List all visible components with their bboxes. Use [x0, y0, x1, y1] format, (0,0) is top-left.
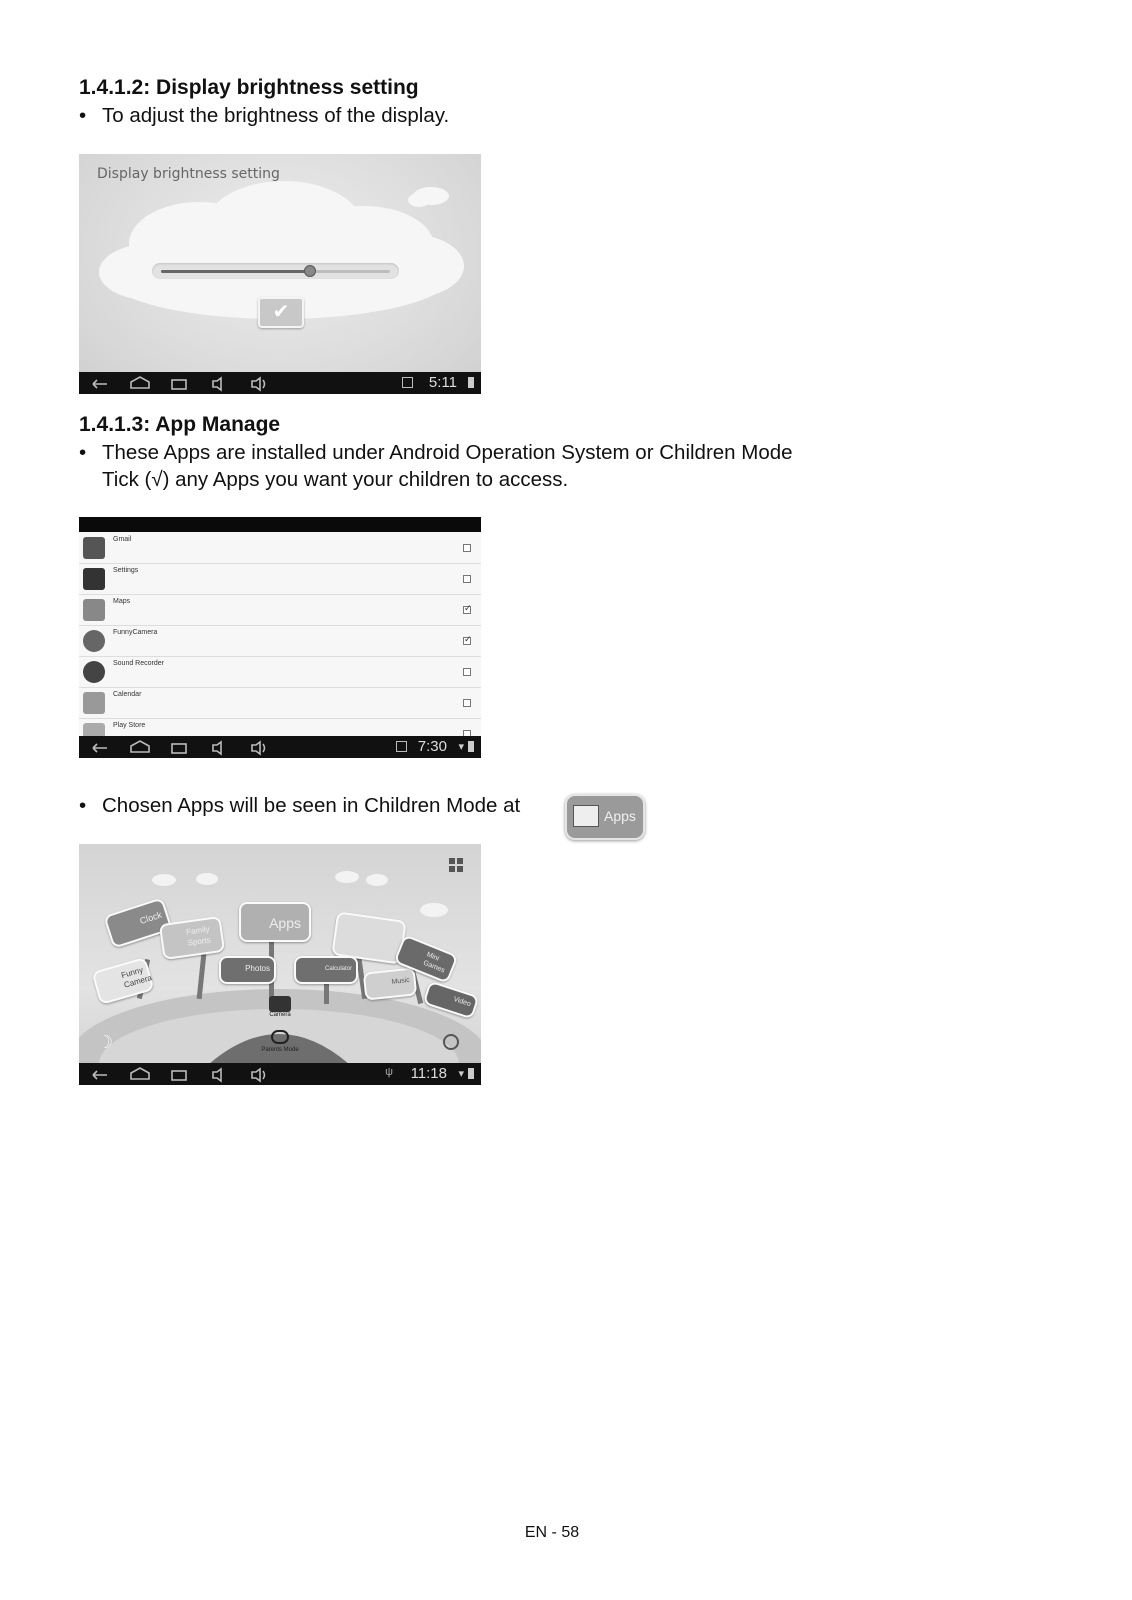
list-item[interactable] [79, 688, 481, 719]
bullet-dot: • [79, 104, 87, 127]
bullet-text-line2: Tick (√) any Apps you want your children to access. [102, 468, 569, 491]
sign-label: Apps [269, 915, 301, 931]
volume-up-icon [252, 1069, 265, 1081]
android-navigation-bar [79, 1063, 481, 1085]
recent-apps-icon [172, 744, 186, 753]
wifi-icon: ▾ [458, 741, 464, 753]
battery-icon [468, 1068, 474, 1079]
volume-up-icon [252, 378, 265, 390]
recent-apps-icon [172, 1071, 186, 1080]
sign-label: Music [391, 976, 411, 986]
list-item[interactable] [79, 595, 481, 626]
parents-mode-label: Parents Mode [261, 1047, 299, 1053]
app-checkbox[interactable] [463, 606, 471, 614]
bullet-app-manage [79, 439, 979, 493]
status-clock: 7:30 [417, 738, 447, 755]
android-navigation-bar [79, 736, 481, 758]
sign-calculator[interactable] [294, 956, 358, 984]
back-icon [93, 380, 107, 388]
notification-icon [402, 377, 413, 388]
wifi-icon: ▾ [458, 1068, 464, 1080]
battery-icon [468, 377, 474, 388]
section-heading-display-brightness: 1.4.1.2: Display brightness setting [79, 76, 419, 99]
funny-camera-icon [83, 630, 105, 652]
volume-down-icon [213, 378, 221, 390]
bullet-text: Chosen Apps will be seen in Children Mode at [102, 794, 521, 817]
nav-icons [89, 738, 279, 758]
check-icon: ✔ [272, 301, 290, 323]
moon-icon[interactable]: ☽ [97, 1032, 114, 1052]
back-icon [93, 744, 107, 752]
home-icon [131, 1068, 149, 1079]
app-checkbox[interactable] [463, 668, 471, 676]
app-checkbox[interactable] [463, 699, 471, 707]
app-checkbox[interactable] [463, 544, 471, 552]
store-icon [573, 805, 599, 827]
bullet-text-line1: These Apps are installed under Android Operation System or Children Mode [102, 441, 793, 464]
brightness-slider-thumb[interactable] [304, 265, 316, 277]
notification-icon [396, 741, 407, 752]
app-name: Play Store [113, 722, 146, 729]
app-name: FunnyCamera [113, 629, 158, 636]
brightness-screen-title: Display brightness setting [97, 166, 280, 182]
app-checkbox[interactable] [463, 637, 471, 645]
sign-label: Funny Camera [120, 965, 153, 990]
list-item[interactable] [79, 533, 481, 564]
app-name: Sound Recorder [113, 660, 164, 667]
list-item[interactable] [79, 564, 481, 595]
sign-label: Mini Games [422, 951, 446, 975]
brightness-screenshot [79, 154, 481, 394]
sound-recorder-icon [83, 661, 105, 683]
nav-icons [89, 1065, 279, 1085]
volume-down-icon [213, 742, 221, 754]
android-navigation-bar [79, 372, 481, 394]
brightness-slider[interactable] [152, 263, 399, 279]
bullet-dot: • [79, 794, 87, 817]
calendar-icon [83, 692, 105, 714]
sign-label: Photos [245, 964, 270, 973]
sign-label: Calculator [324, 966, 352, 972]
status-clock: 11:18 [410, 1065, 447, 1082]
sign-photos[interactable] [219, 956, 276, 984]
sign-music[interactable] [363, 967, 418, 1000]
power-icon[interactable] [443, 1034, 459, 1050]
volume-up-icon [252, 742, 265, 754]
back-icon [93, 1071, 107, 1079]
app-name: Maps [113, 598, 131, 605]
sign-label: Video [452, 995, 472, 1009]
app-name: Gmail [113, 536, 132, 543]
grid-menu-icon[interactable] [449, 858, 463, 872]
apps-badge-label: Apps [604, 808, 636, 824]
maps-icon [83, 599, 105, 621]
top-status-bar [79, 517, 481, 532]
nav-icons [89, 374, 279, 394]
camera-icon[interactable] [269, 996, 291, 1012]
volume-down-icon [213, 1069, 221, 1081]
app-manage-screenshot [79, 517, 481, 758]
parents-mode-icon[interactable] [271, 1030, 289, 1044]
status-clock: 5:11 [428, 374, 457, 391]
brightness-slider-fill [161, 270, 310, 273]
page-number: EN - 58 [524, 1524, 580, 1541]
bullet-display-brightness [79, 102, 449, 129]
sign-label: Clock [138, 909, 164, 927]
usb-icon: ψ [385, 1066, 393, 1078]
children-mode-screenshot [79, 844, 481, 1085]
app-checkbox[interactable] [463, 575, 471, 583]
bullet-dot: • [79, 441, 87, 464]
bullet-children-mode [79, 792, 520, 819]
section-heading-app-manage: 1.4.1.3: App Manage [79, 413, 281, 436]
battery-icon [468, 741, 474, 752]
sign-label: Family Sports [185, 924, 212, 948]
settings-icon [83, 568, 105, 590]
sign-apps[interactable] [239, 902, 311, 942]
app-name: Calendar [113, 691, 142, 698]
home-icon [131, 741, 149, 752]
bullet-text: To adjust the brightness of the display. [102, 104, 450, 127]
app-name: Settings [113, 567, 139, 574]
apps-badge [565, 794, 645, 840]
home-icon [131, 377, 149, 388]
list-item[interactable] [79, 626, 481, 657]
list-item[interactable] [79, 657, 481, 688]
recent-apps-icon [172, 380, 186, 389]
confirm-button[interactable] [258, 297, 304, 328]
camera-label: Camera [269, 1012, 291, 1018]
gmail-icon [83, 537, 105, 559]
